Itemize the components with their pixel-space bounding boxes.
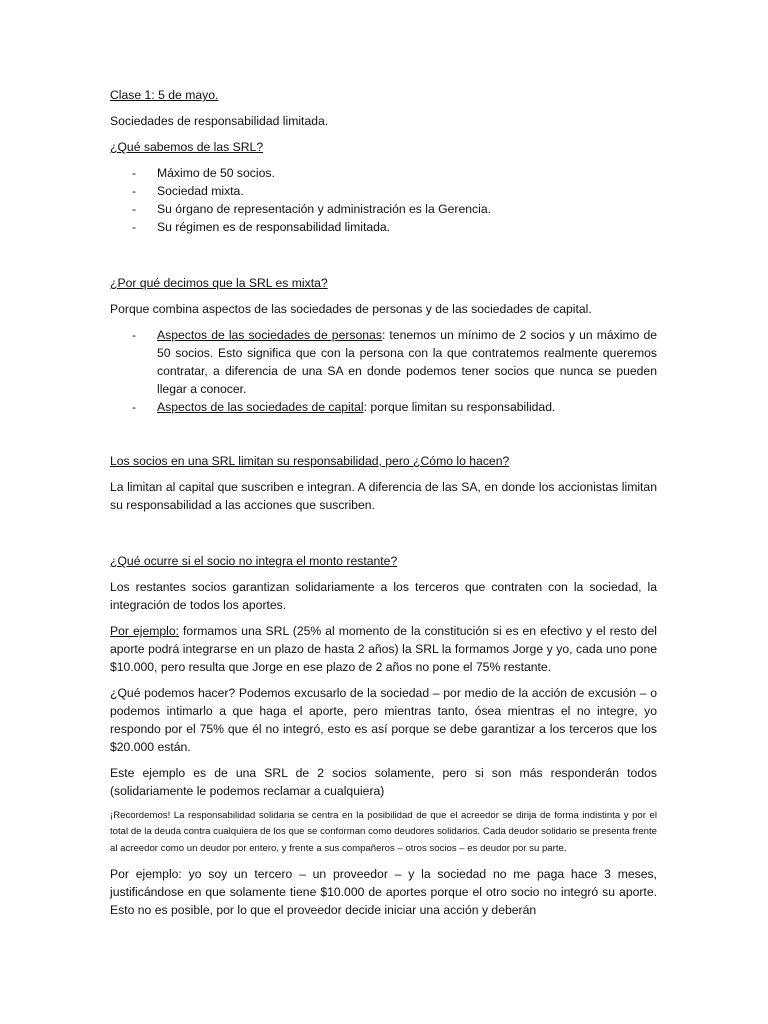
aspect-label: Aspectos de las sociedades de personas bbox=[157, 328, 382, 342]
list-item: - Su órgano de representación y administración es la Gerencia. bbox=[132, 202, 491, 216]
example-paragraph: Por ejemplo: formamos una SRL (25% al momento de la constitución si es en efectivo y el resto del aporte podrá integrarse en un plazo de hasta 2 años) la SRL la formamos Jorge y yo, cada uno pone $10.000, pero resulta que Jorge en ese plazo de 2 años no pone el 75% restante. bbox=[110, 624, 657, 674]
class-heading: Clase 1: 5 de mayo. bbox=[110, 88, 219, 102]
list-item: - Sociedad mixta. bbox=[132, 184, 244, 198]
srl-facts-list bbox=[110, 164, 657, 236]
mixed-aspects-list bbox=[110, 326, 657, 416]
two-partners-paragraph: Este ejemplo es de una SRL de 2 socios solamente, pero si son más responderán todos (solidariamente le podemos reclamar a cualquiera) bbox=[110, 766, 657, 798]
aspect-label: Aspectos de las sociedades de capital bbox=[157, 400, 364, 414]
supplier-example-paragraph: Por ejemplo: yo soy un tercero – un proveedor – y la sociedad no me paga hace 3 meses, justificándose en que solamente tiene $10.000 de aportes porque el otro socio no integró su aporte. Esto no es posible, por lo que el proveedor decide iniciar una acción y deberán bbox=[110, 866, 657, 917]
limit-answer: La limitan al capital que suscriben e integran. A diferencia de las SA, en donde los accionistas limitan su responsabilidad a las acciones que suscriben. bbox=[110, 480, 657, 512]
question-what-we-know: ¿Qué sabemos de las SRL? bbox=[110, 140, 264, 154]
document-page bbox=[110, 86, 657, 919]
solidarity-note: ¡Recordemos! La responsabilidad solidaria se centra en la posibilidad de que el acreedor se dirija de forma indistinta y por el total de la deuda contra cualquiera de los que se conforman como deudores solidarios. Cada deudor solidario se presenta frente al acreedor como un deudor por entero, y frente a sus compañeros – otros socios – es deudor por su parte. bbox=[110, 810, 657, 854]
question-not-integrate: ¿Qué ocurre si el socio no integra el monto restante? bbox=[110, 554, 398, 568]
guarantee-paragraph: Los restantes socios garantizan solidariamente a los terceros que contraten con la sociedad, la integración de todos los aportes. bbox=[110, 580, 657, 612]
question-how-limit: Los socios en una SRL limitan su responsabilidad, pero ¿Cómo lo hacen? bbox=[110, 454, 510, 468]
example-label: Por ejemplo: bbox=[110, 624, 180, 638]
what-can-we-do-paragraph: ¿Qué podemos hacer? Podemos excusarlo de la sociedad – por medio de la acción de excusión – o podemos intimarlo a que haga el aporte, pero mientras tanto, ósea mientras el no integre, yo respondo por el 75% que él no integró, esto es así porque se debe garantizar a los terceros que los $20.000 están. bbox=[110, 686, 657, 754]
question-why-mixed: ¿Por qué decimos que la SRL es mixta? bbox=[110, 276, 328, 290]
list-item: - Aspectos de las sociedades de personas: tenemos un mínimo de 2 socios y un máximo de 50 socios. Esto significa que con la persona con la que contratemos realmente queremos contratar, a diferencia de una SA en donde podemos tener socios que nunca se pueden llegar a conocer. bbox=[132, 328, 657, 396]
list-item: - Máximo de 50 socios. bbox=[132, 166, 275, 180]
document-subtitle: Sociedades de responsabilidad limitada. bbox=[110, 114, 329, 128]
list-item: - Su régimen es de responsabilidad limitada. bbox=[132, 220, 391, 234]
list-item: - Aspectos de las sociedades de capital: porque limitan su responsabilidad. bbox=[132, 400, 556, 414]
mixed-answer: Porque combina aspectos de las sociedades de personas y de las sociedades de capital. bbox=[110, 302, 592, 316]
